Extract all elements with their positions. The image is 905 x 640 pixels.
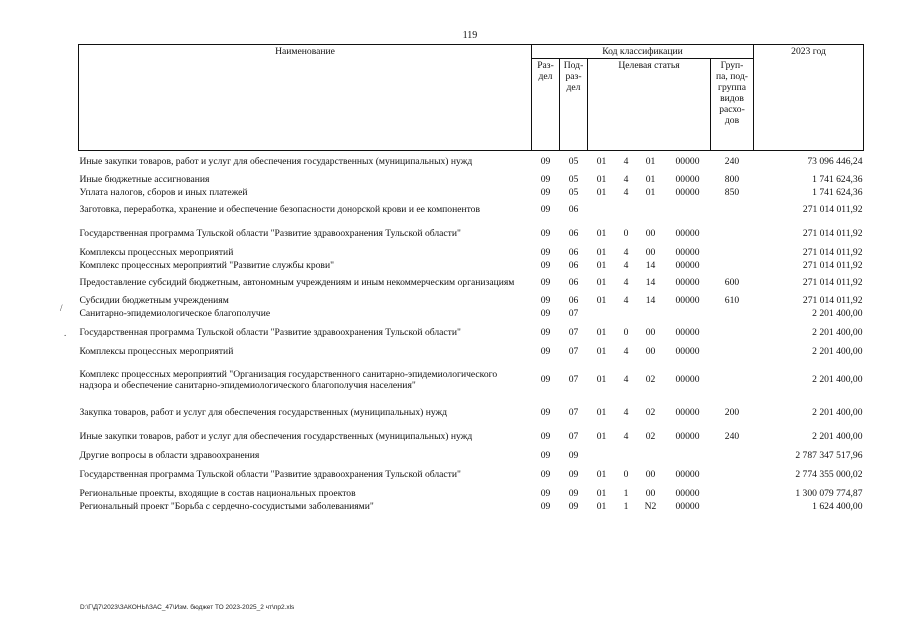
row-razdel: 09: [540, 500, 551, 512]
row-name: Региональный проект "Борьба с сердечно-сосудистыми заболеваниями": [79, 500, 374, 512]
row-amount: 2 201 400,00: [812, 326, 863, 338]
row-razdel: 09: [540, 307, 551, 319]
table-row: [79, 307, 864, 320]
budget-table: [78, 44, 864, 513]
row-event: 00: [645, 487, 656, 499]
row-program: 01: [596, 227, 607, 239]
row-direction: 00000: [675, 186, 700, 198]
page-number: 119: [462, 30, 478, 41]
row-name: Государственная программа Тульской области "Развитие здравоохранения Тульской области": [79, 227, 461, 239]
row-direction: 00000: [675, 500, 700, 512]
row-expense-group: [711, 449, 754, 462]
row-expense-group: [711, 307, 754, 320]
row-direction: 00000: [675, 468, 700, 480]
row-expense-group: 610: [724, 294, 740, 306]
row-podrazdel: 07: [568, 345, 579, 357]
row-program: 01: [596, 326, 607, 338]
row-amount: 2 774 355 000,02: [795, 468, 863, 480]
row-event: 02: [645, 407, 656, 418]
row-razdel: 09: [540, 204, 551, 215]
row-subprogram: 4: [623, 277, 629, 288]
row-podrazdel: 06: [568, 277, 579, 288]
row-name: Иные закупки товаров, работ и услуг для обеспечения государственных (муниципальных) нужд: [79, 430, 473, 442]
row-event: 01: [645, 156, 656, 168]
header-code: Код классификации: [532, 45, 754, 59]
row-podrazdel: 07: [568, 326, 579, 338]
row-program: 01: [596, 294, 607, 306]
row-subprogram: 4: [623, 173, 629, 185]
row-razdel: 09: [540, 407, 551, 418]
row-expense-group: [711, 259, 754, 272]
row-event: 01: [645, 186, 656, 198]
row-expense-group: 600: [724, 277, 740, 288]
row-subprogram: 0: [623, 227, 629, 239]
row-razdel: 09: [540, 430, 551, 442]
row-subprogram: 0: [623, 468, 629, 480]
row-razdel: 09: [540, 449, 551, 461]
row-name: Иные бюджетные ассигнования: [79, 173, 210, 185]
row-amount: 2 201 400,00: [812, 407, 863, 418]
table-row: [79, 424, 864, 449]
row-amount: 271 014 011,92: [802, 277, 863, 288]
row-direction: [665, 199, 711, 221]
row-event: 02: [645, 430, 656, 442]
row-amount: 1 741 624,36: [812, 173, 863, 185]
row-amount: 2 201 400,00: [812, 345, 863, 357]
row-podrazdel: 06: [568, 294, 579, 306]
row-program: 01: [596, 407, 607, 418]
row-expense-group: [711, 462, 754, 487]
scan-mark: /: [60, 303, 63, 313]
row-name: Комплекс процессных мероприятий "Организация государственного санитарно-эпидемиологического надзора и обеспечение санитарно-эпидемиологического благополучия населения": [79, 368, 498, 391]
row-podrazdel: 09: [568, 468, 579, 480]
row-expense-group: [711, 199, 754, 221]
row-event: 00: [645, 227, 656, 239]
row-amount: 2 787 347 517,96: [795, 449, 863, 461]
row-podrazdel: 09: [568, 487, 579, 499]
row-program: 01: [596, 246, 607, 258]
row-program: 01: [596, 374, 607, 385]
row-name: Предоставление субсидий бюджетным, автономным учреждениям и иным некоммерческим организациям: [79, 277, 515, 288]
row-event: 00: [645, 345, 656, 357]
row-expense-group: [711, 345, 754, 358]
row-razdel: 09: [540, 259, 551, 271]
row-event: 14: [645, 294, 656, 306]
row-expense-group: [711, 500, 754, 513]
row-podrazdel: 07: [568, 430, 579, 442]
row-program: 01: [596, 173, 607, 185]
row-direction: [665, 307, 711, 320]
row-event: [637, 449, 665, 462]
row-expense-group: [711, 358, 754, 402]
table-row: [79, 487, 864, 500]
file-path-footer: D:\Г\Д7\2023\ЗАКОНЫ\ЗАС_47\Изм. бюджет ТО 2023-2025_2 чт\пр2.xls: [80, 604, 295, 611]
table-row: [79, 259, 864, 272]
header-podrazdel: Под- раз- дел: [560, 59, 588, 151]
row-name: Государственная программа Тульской области "Развитие здравоохранения Тульской области": [79, 326, 461, 338]
row-name: Другие вопросы в области здравоохранения: [79, 449, 260, 461]
row-razdel: 09: [540, 227, 551, 239]
header-year: 2023 год: [754, 45, 864, 151]
row-program: 01: [596, 430, 607, 442]
row-expense-group: 240: [724, 430, 740, 442]
row-name: Закупка товаров, работ и услуг для обеспечения государственных (муниципальных) нужд: [79, 407, 448, 418]
table-row: [79, 221, 864, 246]
row-podrazdel: 05: [568, 156, 579, 168]
table-row: [79, 294, 864, 307]
row-amount: 271 014 011,92: [802, 204, 863, 215]
row-expense-group: [711, 221, 754, 246]
row-direction: 00000: [675, 277, 700, 288]
row-podrazdel: 07: [568, 374, 579, 385]
row-event: 00: [645, 468, 656, 480]
row-name: Комплексы процессных мероприятий: [79, 345, 234, 357]
row-subprogram: 4: [623, 294, 629, 306]
row-podrazdel: 07: [568, 407, 579, 418]
row-event: 02: [645, 374, 656, 385]
row-podrazdel: 09: [568, 449, 579, 461]
row-name: Комплекс процессных мероприятий "Развитие службы крови": [79, 259, 335, 271]
row-amount: 73 096 446,24: [807, 156, 863, 168]
row-razdel: 09: [540, 277, 551, 288]
row-event: [637, 307, 665, 320]
row-direction: 00000: [675, 246, 700, 258]
row-razdel: 09: [540, 173, 551, 185]
row-event: 01: [645, 173, 656, 185]
row-direction: 00000: [675, 173, 700, 185]
row-razdel: 09: [540, 487, 551, 499]
row-direction: 00000: [675, 259, 700, 271]
row-event: N2: [644, 500, 657, 512]
row-subprogram: 4: [623, 259, 629, 271]
scan-mark: .: [64, 328, 67, 338]
row-program: 01: [596, 468, 607, 480]
row-program: 01: [596, 345, 607, 357]
row-name: Комплексы процессных мероприятий: [79, 246, 234, 258]
table-row: [79, 186, 864, 199]
row-subprogram: 1: [623, 500, 629, 512]
row-direction: 00000: [675, 227, 700, 239]
row-podrazdel: 09: [568, 500, 579, 512]
row-subprogram: 4: [623, 186, 629, 198]
row-razdel: 09: [540, 374, 551, 385]
row-expense-group: [711, 246, 754, 259]
row-direction: 00000: [675, 294, 700, 306]
table-row: [79, 402, 864, 424]
row-podrazdel: 05: [568, 173, 579, 185]
row-event: [637, 199, 665, 221]
row-program: 01: [596, 277, 607, 288]
row-expense-group: 800: [724, 173, 740, 185]
row-expense-group: [711, 320, 754, 345]
row-amount: 2 201 400,00: [812, 430, 863, 442]
row-direction: 00000: [675, 407, 700, 418]
row-program: [588, 449, 616, 462]
row-expense-group: 200: [724, 407, 740, 418]
header-name: Наименование: [79, 45, 532, 151]
row-podrazdel: 06: [568, 204, 579, 215]
row-subprogram: 4: [623, 430, 629, 442]
row-razdel: 09: [540, 294, 551, 306]
header-razdel: Раз- дел: [532, 59, 560, 151]
row-program: 01: [596, 156, 607, 168]
row-razdel: 09: [540, 156, 551, 168]
row-expense-group: 850: [724, 186, 740, 198]
row-subprogram: 4: [623, 246, 629, 258]
table-row: [79, 320, 864, 345]
row-direction: 00000: [675, 345, 700, 357]
row-name: Иные закупки товаров, работ и услуг для обеспечения государственных (муниципальных) нужд: [79, 156, 473, 168]
row-program: 01: [596, 259, 607, 271]
row-program: 01: [596, 186, 607, 198]
row-direction: 00000: [675, 156, 700, 168]
row-podrazdel: 06: [568, 246, 579, 258]
row-event: 14: [645, 259, 656, 271]
row-subprogram: 4: [623, 156, 629, 168]
row-podrazdel: 05: [568, 186, 579, 198]
table-row: [79, 199, 864, 221]
row-subprogram: [616, 199, 637, 221]
row-subprogram: 4: [623, 374, 629, 385]
row-subprogram: 4: [623, 345, 629, 357]
table-row: [79, 462, 864, 487]
table-row: [79, 500, 864, 513]
table-row: [79, 246, 864, 259]
row-amount: 2 201 400,00: [812, 307, 863, 319]
row-name: Санитарно-эпидемиологическое благополучие: [79, 307, 271, 319]
row-program: [588, 199, 616, 221]
row-direction: 00000: [675, 430, 700, 442]
row-program: [588, 307, 616, 320]
row-razdel: 09: [540, 345, 551, 357]
row-amount: 1 300 079 774,87: [795, 487, 863, 499]
table-row: [79, 151, 864, 173]
row-amount: 271 014 011,92: [802, 227, 863, 239]
table-row: [79, 272, 864, 294]
table-row: [79, 345, 864, 358]
row-expense-group: [711, 487, 754, 500]
row-razdel: 09: [540, 246, 551, 258]
row-program: 01: [596, 500, 607, 512]
row-expense-group: 240: [724, 156, 740, 168]
row-event: 00: [645, 246, 656, 258]
row-razdel: 09: [540, 326, 551, 338]
table-row: [79, 449, 864, 462]
row-name: Субсидии бюджетным учреждениям: [79, 294, 229, 306]
row-amount: 2 201 400,00: [812, 374, 863, 385]
row-subprogram: 4: [623, 407, 629, 418]
row-name: Уплата налогов, сборов и иных платежей: [79, 186, 248, 198]
row-direction: 00000: [675, 374, 700, 385]
row-subprogram: [616, 307, 637, 320]
table-row: [79, 173, 864, 186]
row-podrazdel: 06: [568, 227, 579, 239]
row-subprogram: 0: [623, 326, 629, 338]
row-name: Региональные проекты, входящие в состав национальных проектов: [79, 487, 356, 499]
row-amount: 271 014 011,92: [802, 259, 863, 271]
row-name: Государственная программа Тульской области "Развитие здравоохранения Тульской области": [79, 468, 461, 480]
row-podrazdel: 06: [568, 259, 579, 271]
header-tselevaya: Целевая статья: [588, 59, 711, 151]
row-event: 14: [645, 277, 656, 288]
row-direction: 00000: [675, 487, 700, 499]
row-event: 00: [645, 326, 656, 338]
row-program: 01: [596, 487, 607, 499]
row-amount: 1 741 624,36: [812, 186, 863, 198]
row-amount: 1 624 400,00: [812, 500, 863, 512]
row-subprogram: 1: [623, 487, 629, 499]
row-podrazdel: 07: [568, 307, 579, 319]
header-gruppa: Груп- па, под- группа видов расхо- дов: [711, 59, 754, 151]
row-subprogram: [616, 449, 637, 462]
row-razdel: 09: [540, 468, 551, 480]
row-amount: 271 014 011,92: [802, 294, 863, 306]
row-direction: [665, 449, 711, 462]
row-amount: 271 014 011,92: [802, 246, 863, 258]
row-name: Заготовка, переработка, хранение и обеспечение безопасности донорской крови и ее компонентов: [79, 204, 480, 215]
row-direction: 00000: [675, 326, 700, 338]
table-row: [79, 358, 864, 402]
row-razdel: 09: [540, 186, 551, 198]
